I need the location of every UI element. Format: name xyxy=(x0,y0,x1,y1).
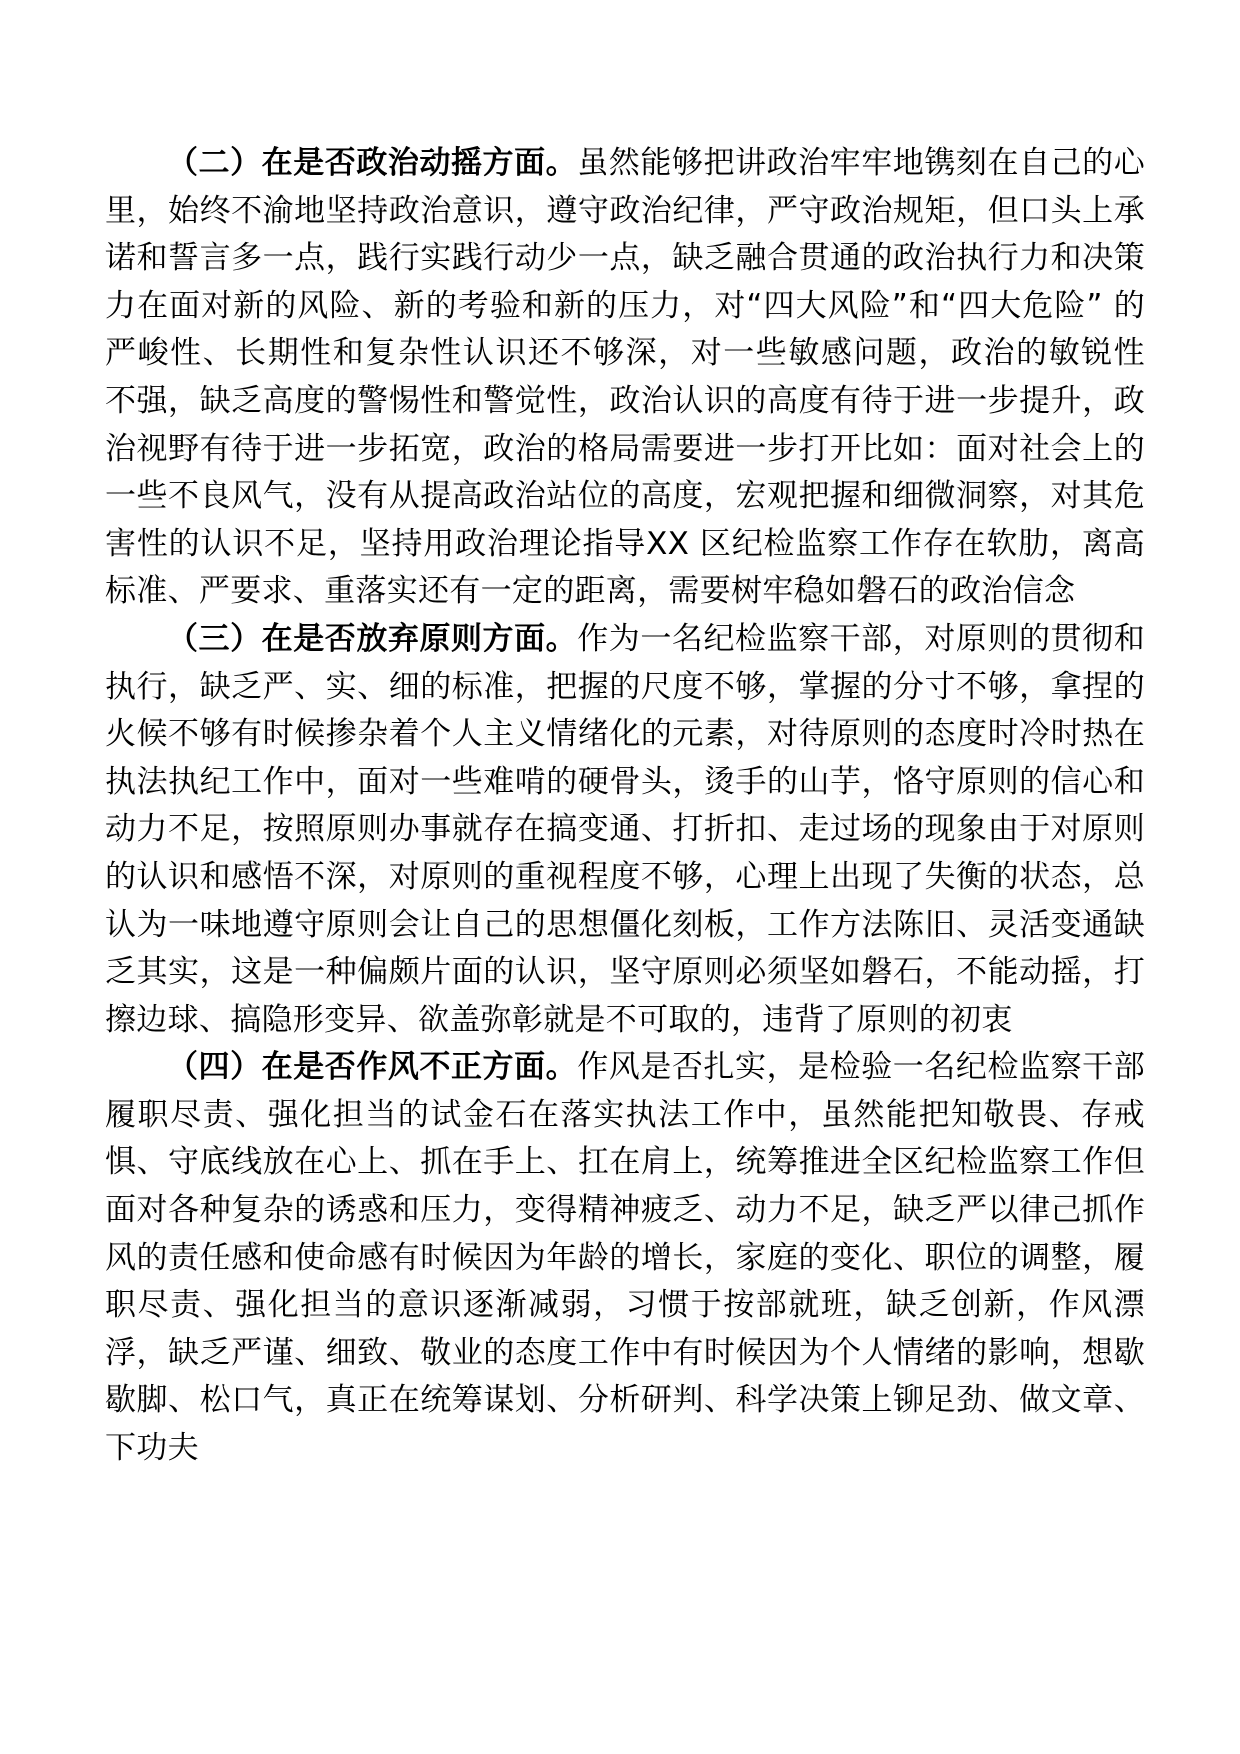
section-2-body: 虽然能够把讲政治牢牢地镌刻在自己的心里，始终不渝地坚持政治意识，遵守政治纪律，严守政治规矩，但口头上承诺和誓言多一点，践行实践行动少一点，缺乏融合贯通的政治执行力和决策力在面对新的风险、新的考验和新的压力，对“四大风险”和“四大危险” 的严峻性、长期性和复杂性认识还不够深，对一些敏感问题，政治的敏锐性 不强，缺乏高度的警惕性和警觉性，政治认识的高度有待于进一步提升，政 治视野有待于进一步拓宽，政治的格局需要进一步打开比如：面对社会上的一些不良风气，没有从提高政治站位的高度，宏观把握和细微洞察，对其危害性的认识不足，坚持用政治理论指导XX 区纪检监察工作存在软肋，离高标准、严要求、重落实还有一定的距离，需要树牢稳如磐石的政治信念 xyxy=(105,145,1145,610)
section-2-paragraph xyxy=(105,140,1145,616)
section-4-heading: （四）在是否作风不正方面。 xyxy=(167,1049,578,1086)
section-3-paragraph xyxy=(105,616,1145,1044)
section-4-paragraph xyxy=(105,1044,1145,1472)
section-4-body: 作风是否扎实，是检验一名纪检监察干部履职尽责、强化担当的试金石在落实执法工作中，虽然能把知敬畏、存戒惧、守底线放在心上、抓在手上、扛在肩上，统筹推进全区纪检监察工作但面对各种复杂的诱惑和压力，变得精神疲乏、动力不足，缺乏严以律己抓作风的责任感和使命感有时候因为年龄的增长，家庭的变化、职位的调整，履职尽责、强化担当的意识逐渐减弱，习惯于按部就班，缺乏创新，作风漂浮，缺乏严谨、细致、敬业的态度工作中有时候因为个人情绪的影响，想歇歇脚、松口气，真正在统筹谋划、分析研判、科学决策上铆足劲、做文章、下功夫 xyxy=(105,1049,1145,1467)
section-3-body: 作为一名纪检监察干部，对原则的贯彻和执行，缺乏严、实、细的标准，把握的尺度不够，掌握的分寸不够，拿捏的火候不够有时候掺杂着个人主义情绪化的元素，对待原则的态度时冷时热在执法执纪工作中，面对一些难啃的硬骨头，烫手的山芋，恪守原则的信心和动力不足，按照原则办事就存在搞变通、打折扣、走过场的现象由于对原则的认识和感悟不深，对原则的重视程度不够，心理上出现了失衡的状态，总认为一味地遵守原则会让自己的思想僵化刻板，工作方法陈旧、灵活变通缺乏其实，这是一种偏颇片面的认识，坚守原则必须坚如磐石，不能动摇，打擦边球、搞隐形变异、欲盖弥彰就是不可取的，违背了原则的初衷 xyxy=(105,620,1145,1038)
document-page xyxy=(105,140,1145,1473)
section-2-heading: （二）在是否政治动摇方面。 xyxy=(167,145,578,181)
section-3-heading: （三）在是否放弃原则方面。 xyxy=(167,620,578,657)
